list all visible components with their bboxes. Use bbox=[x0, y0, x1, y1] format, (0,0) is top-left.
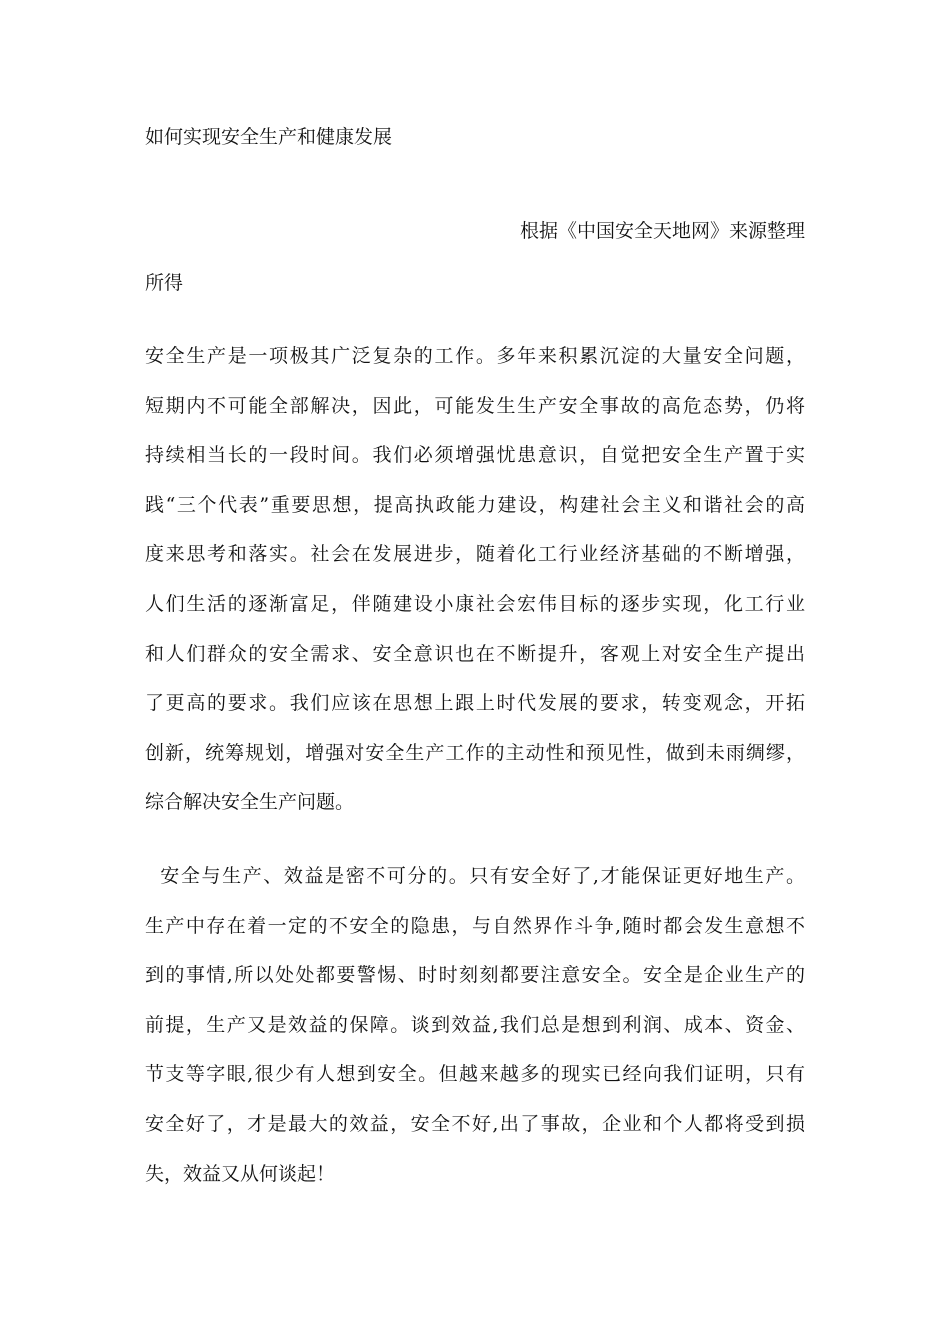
paragraph-line: 人们生活的逐渐富足，伴随建设小康社会宏伟目标的逐步实现，化工行业 bbox=[145, 592, 805, 615]
paragraph-line: 安全与生产、效益是密不可分的。只有安全好了,才能保证更好地生产。 bbox=[145, 865, 805, 887]
paragraph-line: 持续相当长的一段时间。我们必须增强忧患意识，自觉把安全生产置于实 bbox=[145, 444, 805, 467]
paragraph-line: 安全好了，才是最大的效益，安全不好,出了事故，企业和个人都将受到损 bbox=[145, 1112, 805, 1135]
paragraph-line: 综合解决安全生产问题。 bbox=[145, 791, 355, 814]
paragraph-line: 短期内不可能全部解决，因此，可能发生生产安全事故的高危态势，仍将 bbox=[145, 394, 805, 417]
paragraph-line: 失，效益又从何谈起！ bbox=[145, 1162, 336, 1185]
paragraph-line: 和人们群众的安全需求、安全意识也在不断提升，客观上对安全生产提出 bbox=[145, 642, 805, 665]
paragraph-line: 前提，生产又是效益的保障。谈到效益,我们总是想到利润、成本、资金、 bbox=[145, 1013, 805, 1036]
source-note bbox=[145, 205, 805, 309]
paragraph-line: 创新，统筹规划，增强对安全生产工作的主动性和预见性，做到未雨绸缪， bbox=[145, 741, 805, 764]
paragraph-1 bbox=[145, 332, 805, 828]
source-note-line-1: 根据《中国安全天地网》来源整理 bbox=[519, 220, 805, 242]
paragraph-line: 了更高的要求。我们应该在思想上跟上时代发展的要求，转变观念，开拓 bbox=[145, 692, 805, 715]
paragraph-line: 到的事情,所以处处都要警惕、时时刻刻都要注意安全。安全是企业生产的 bbox=[145, 964, 805, 987]
document-title: 如何实现安全生产和健康发展 bbox=[145, 126, 393, 148]
paragraph-line: 践“三个代表”重要思想，提高执政能力建设，构建社会主义和谐社会的高 bbox=[145, 493, 805, 516]
paragraph-2 bbox=[145, 852, 805, 1199]
paragraph-line: 生产中存在着一定的不安全的隐患，与自然界作斗争,随时都会发生意想不 bbox=[145, 914, 805, 937]
source-note-line-2: 所得 bbox=[145, 272, 184, 294]
paragraph-line: 度来思考和落实。社会在发展进步，随着化工行业经济基础的不断增强， bbox=[145, 543, 805, 566]
paragraph-line: 安全生产是一项极其广泛复杂的工作。多年来积累沉淀的大量安全问题， bbox=[145, 345, 805, 367]
paragraph-line: 节支等字眼,很少有人想到安全。但越来越多的现实已经向我们证明，只有 bbox=[145, 1063, 805, 1086]
